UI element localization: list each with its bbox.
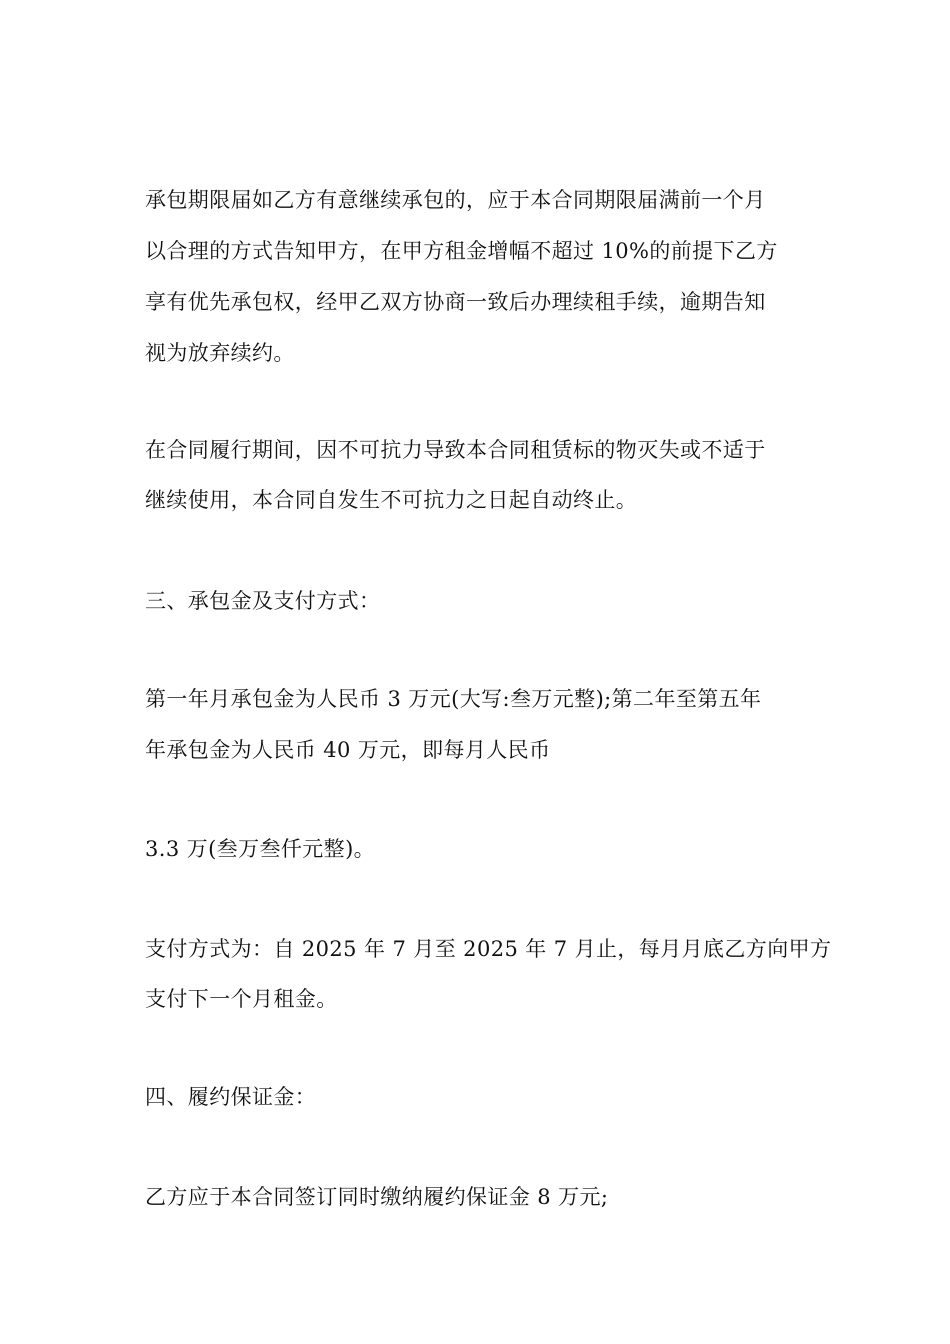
paragraph-6-line-1: 支付方式为：自 2025 年 7 月至 2025 年 7 月止，每月月底乙方向甲方 <box>145 937 832 961</box>
paragraph-1-line-1: 承包期限届如乙方有意继续承包的，应于本合同期限届满前一个月 <box>145 188 766 212</box>
paragraph-6-line-2: 支付下一个月租金。 <box>145 987 338 1011</box>
paragraph-1-line-4: 视为放弃续约。 <box>145 341 295 365</box>
paragraph-4-line-1: 第一年月承包金为人民币 3 万元(大写:叁万元整);第二年至第五年 <box>145 687 762 711</box>
paragraph-2-line-1: 在合同履行期间，因不可抗力导致本合同租赁标的物灭失或不适于 <box>145 438 766 462</box>
paragraph-1-line-2: 以合理的方式告知甲方，在甲方租金增幅不超过 10%的前提下乙方 <box>145 239 778 263</box>
paragraph-4-line-2: 年承包金为人民币 40 万元，即每月人民币 <box>145 738 551 762</box>
section-heading-3: 三、承包金及支付方式： <box>145 589 381 613</box>
paragraph-5-line-1: 3.3 万(叁万叁仟元整)。 <box>145 837 376 861</box>
paragraph-1-line-3: 享有优先承包权，经甲乙双方协商一致后办理续租手续，逾期告知 <box>145 290 766 314</box>
paragraph-8-line-1: 乙方应于本合同签订同时缴纳履约保证金 8 万元; <box>145 1185 609 1209</box>
paragraph-2-line-2: 继续使用，本合同自发生不可抗力之日起自动终止。 <box>145 488 638 512</box>
section-heading-4: 四、履约保证金： <box>145 1085 317 1109</box>
